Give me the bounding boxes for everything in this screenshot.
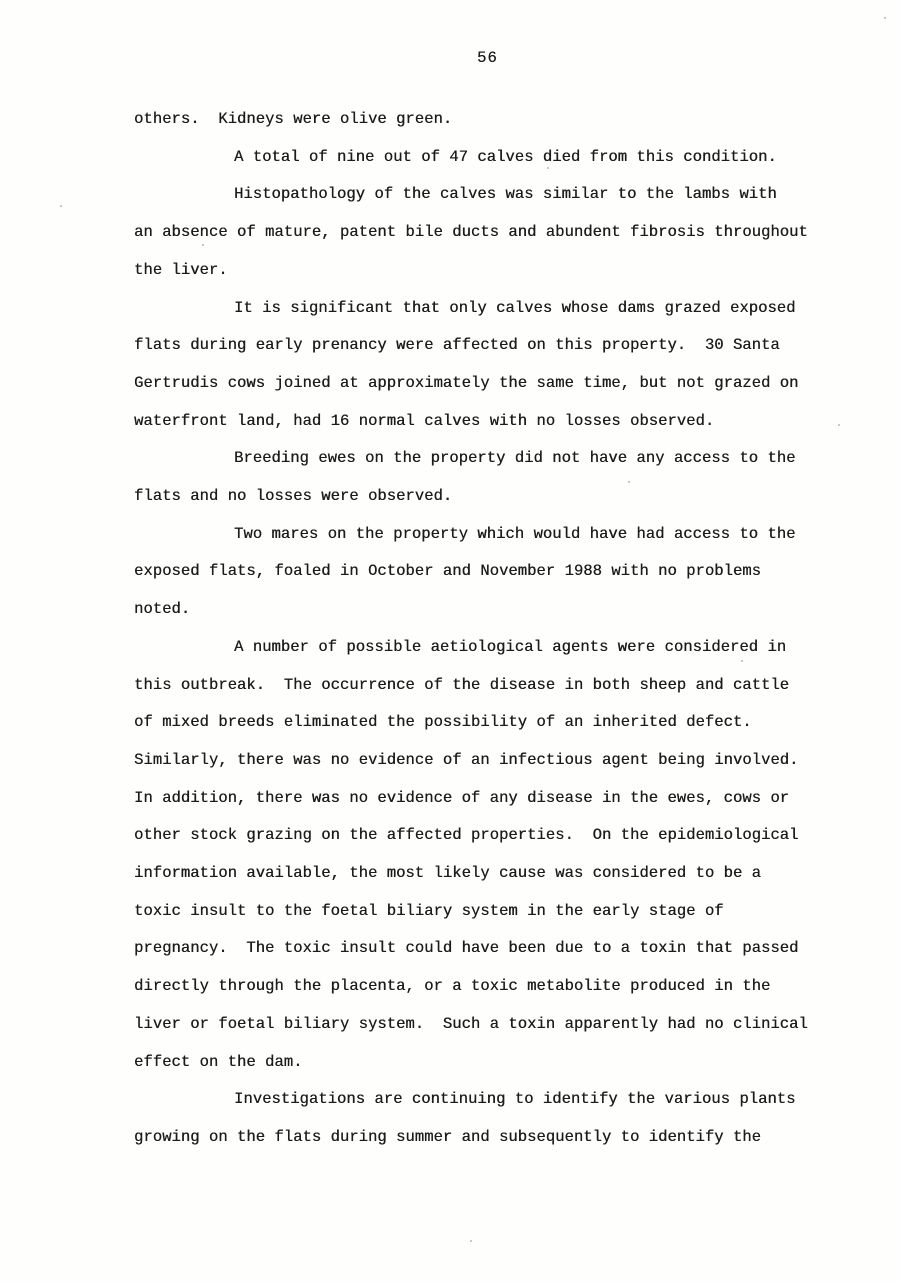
document-body [134,101,840,1157]
text-line: of mixed breeds eliminated the possibility of an inherited defect. [134,713,752,732]
text-line: effect on the dam. [134,1052,303,1071]
text-line: Histopathology of the calves was similar to the lambs with [234,185,777,204]
page-number: 56 [477,49,498,67]
text-line: Breeding ewes on the property did not have any access to the [234,449,796,468]
text-line: In addition, there was no evidence of any disease in the ewes, cows or [134,788,790,807]
scan-speckle [884,17,886,19]
scan-speckle [470,1240,472,1242]
text-line: toxic insult to the foetal biliary system in the early stage of [134,901,724,920]
scan-speckle [60,205,62,207]
text-line: noted. [134,600,191,619]
text-line: It is significant that only calves whose dams grazed exposed [234,298,796,317]
text-line: an absence of mature, patent bile ducts and abundent fibrosis throughout [134,223,808,242]
text-line: Two mares on the property which would have had access to the [234,524,796,543]
text-line: information available, the most likely cause was considered to be a [134,864,761,883]
text-line: directly through the placenta, or a toxic metabolite produced in the [134,977,771,996]
scan-speckle [547,167,549,169]
scan-speckle [628,481,630,483]
text-line: liver or foetal biliary system. Such a toxin apparently had no clinical [134,1014,808,1033]
scan-speckle [838,424,840,426]
text-line: growing on the flats during summer and subsequently to identify the [134,1127,761,1146]
text-line: others. Kidneys were olive green. [134,110,453,128]
scan-speckle [741,660,743,662]
text-line: Investigations are continuing to identify the various plants [234,1090,796,1109]
text-line: A total of nine out of 47 calves died from this condition. [234,147,777,166]
text-line: flats during early prenancy were affected on this property. 30 Santa [134,336,780,355]
text-line: waterfront land, had 16 normal calves with no losses observed. [134,411,715,430]
text-line: A number of possible aetiological agents were considered in [234,637,787,656]
text-line: exposed flats, foaled in October and November 1988 with no problems [134,562,761,581]
text-line: this outbreak. The occurrence of the disease in both sheep and cattle [134,675,790,694]
text-line: the liver. [134,260,228,279]
text-line: pregnancy. The toxic insult could have been due to a toxin that passed [134,939,799,958]
text-line: Similarly, there was no evidence of an infectious agent being involved. [134,750,799,769]
text-line: other stock grazing on the affected properties. On the epidemiological [134,826,799,845]
text-line: Gertrudis cows joined at approximately the same time, but not grazed on [134,373,799,392]
scan-speckle [202,244,204,246]
text-line: flats and no losses were observed. [134,487,453,506]
